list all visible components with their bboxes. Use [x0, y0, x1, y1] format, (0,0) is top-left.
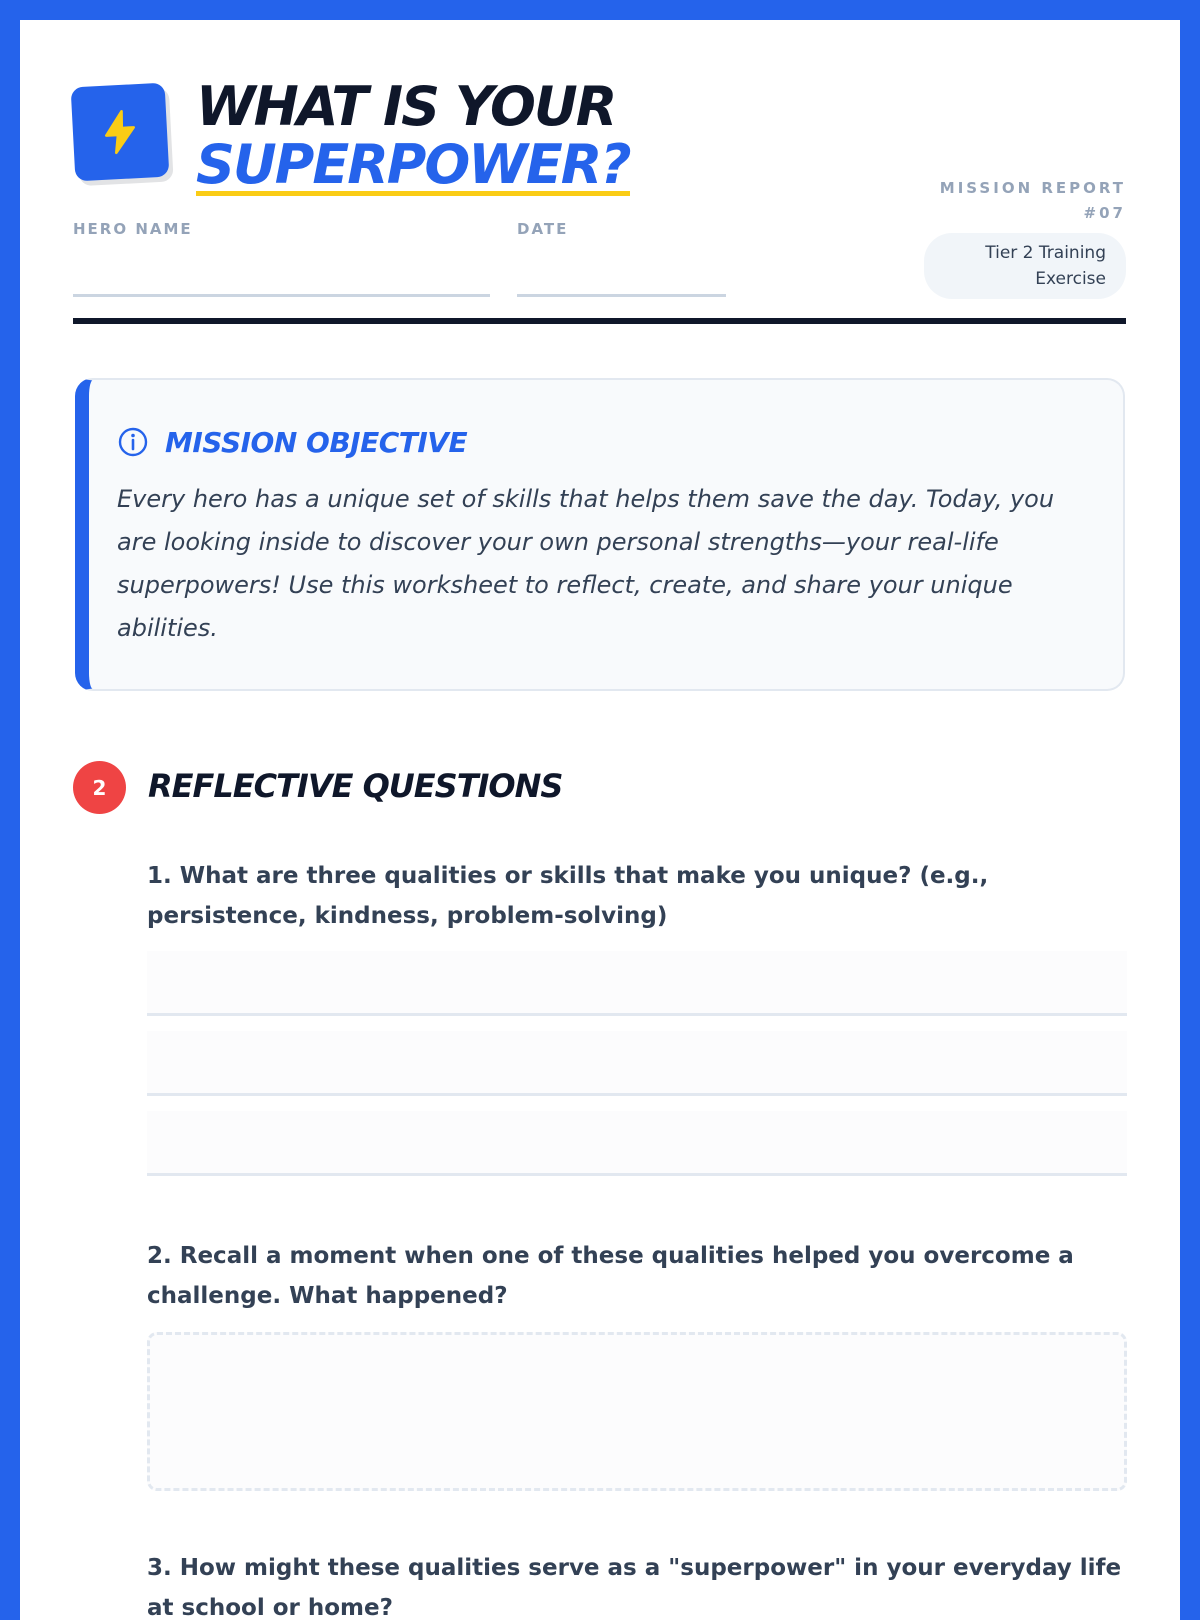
answer-box-2[interactable]: [147, 1332, 1127, 1491]
worksheet-page: [20, 20, 1180, 1620]
lightning-bolt-icon: [93, 105, 148, 160]
hero-name-field[interactable]: [73, 294, 490, 297]
answer-line-2[interactable]: [147, 1031, 1127, 1096]
section-title: REFLECTIVE QUESTIONS: [148, 767, 563, 805]
header-divider: [73, 318, 1126, 324]
objective-title: MISSION OBJECTIVE: [165, 425, 468, 459]
tier-badge: Tier 2 Training Exercise: [924, 233, 1126, 299]
date-label: DATE: [517, 220, 569, 238]
question-2: 2. Recall a moment when one of these qualities helped you overcome a challenge. What happened?: [147, 1243, 1074, 1309]
question-1: 1. What are three qualities or skills that make you unique? (e.g., persistence, kindness, problem-solving): [147, 863, 989, 929]
info-icon: [117, 426, 149, 458]
objective-text: Every hero has a unique set of skills that helps them save the day. Today, you are looking inside to discover your own personal strengths—your real-life superpowers! Use this worksheet to reflect, create, and share your unique abilities.: [117, 485, 1055, 642]
date-field[interactable]: [517, 294, 726, 297]
question-3: 3. How might these qualities serve as a "superpower" in your everyday life at school or home?: [147, 1555, 1122, 1620]
answer-line-3[interactable]: [147, 1111, 1127, 1176]
mission-objective-callout: [75, 378, 1125, 691]
objective-heading: [117, 422, 1093, 462]
hero-name-label: HERO NAME: [73, 220, 193, 238]
mission-report-label: MISSION REPORT #07: [939, 179, 1126, 222]
answer-line-1[interactable]: [147, 951, 1127, 1016]
title-line-2: SUPERPOWER?: [196, 133, 630, 196]
title-line-1: WHAT IS YOUR: [196, 75, 616, 138]
page-title: [196, 75, 630, 196]
section-number-badge: 2: [73, 761, 126, 814]
logo-badge: [71, 83, 170, 182]
